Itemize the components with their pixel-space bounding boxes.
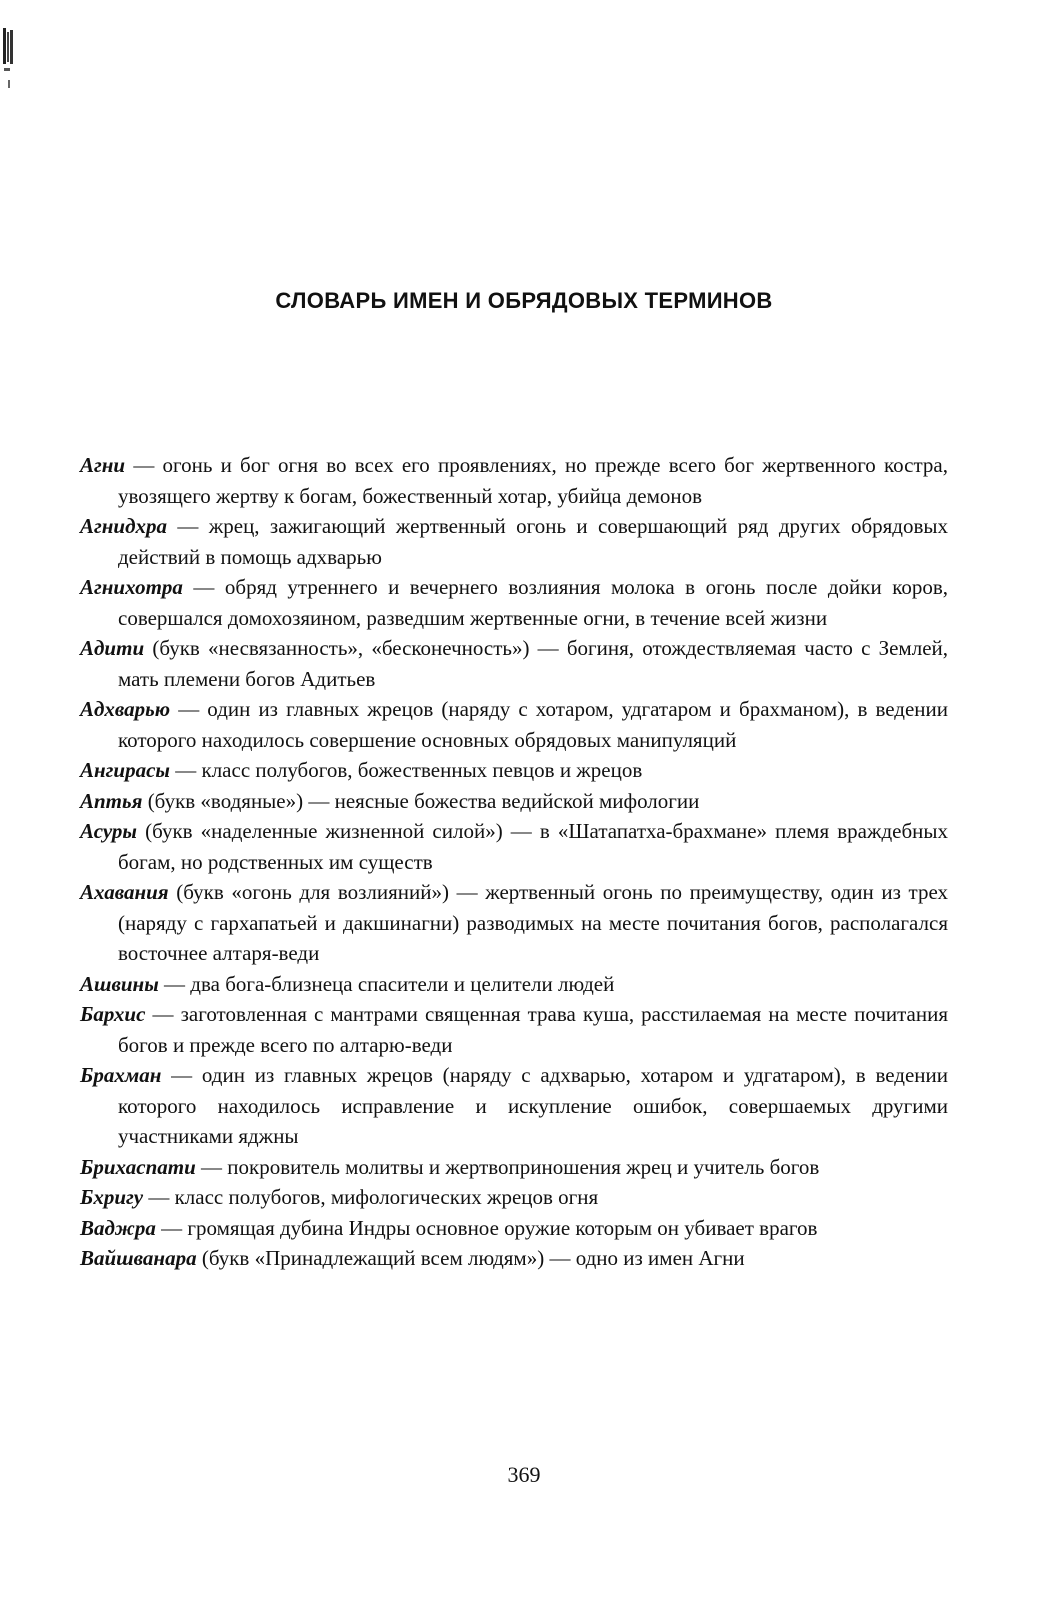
entry-definition: — жрец, зажигающий жертвенный огонь и совершающий ряд других обрядовых действий в помощь адхварью	[118, 514, 948, 569]
dictionary-entries	[80, 450, 948, 1274]
entry-term: Ашвины	[80, 971, 159, 996]
entry-term: Бхригу	[80, 1185, 144, 1209]
dictionary-heading: СЛОВАРЬ ИМЕН И ОБРЯДОВЫХ ТЕРМИНОВ	[275, 288, 773, 313]
entry-definition: (букв «несвязанность», «бесконечность») — богиня, отождествляемая часто с Землей, мать племени богов Адитьев	[118, 636, 949, 691]
dictionary-entry	[80, 1243, 948, 1274]
dictionary-entry	[80, 694, 948, 755]
dictionary-entry	[80, 572, 948, 633]
entry-term: Ахавания	[80, 880, 169, 904]
entry-term: Брихаспати	[80, 1154, 196, 1179]
dictionary-entry	[80, 999, 948, 1060]
entry-definition: — класс полубогов, мифологических жрецов огня	[148, 1185, 599, 1209]
dictionary-entry	[80, 450, 948, 511]
dictionary-entry	[80, 511, 948, 572]
entry-definition: (букв «Принадлежащий всем людям») — одно из имен Агни	[201, 1246, 745, 1270]
entry-term: Бархис	[80, 1002, 146, 1026]
dictionary-entry	[80, 786, 948, 817]
entry-term: Ваджра	[80, 1215, 156, 1240]
entry-term: Агнидхра	[80, 514, 168, 538]
dictionary-entry	[80, 969, 948, 1000]
entry-term: Ангирасы	[80, 758, 170, 782]
scan-artifact-mark	[2, 28, 16, 92]
entry-definition: — заготовленная с мантрами священная трава куша, расстилаемая на месте почитания богов и прежде всего по алтарю-веди	[118, 1002, 949, 1057]
dictionary-entry	[80, 755, 948, 786]
entry-definition: — два бога-близнеца спасители и целители людей	[164, 971, 615, 996]
entry-definition: — один из главных жрецов (наряду с адхварью, хотаром и удгатаром), в ведении которого находилось исправление и искупление ошибок, совершаемых другими участниками яджны	[118, 1063, 948, 1148]
dictionary-entry	[80, 877, 948, 969]
entry-definition: (букв «наделенные жизненной силой») — в «Шатапатха-брахмане» племя враждебных богам, но родственных им существ	[118, 819, 948, 874]
entry-definition: — огонь и бог огня во всех его проявлениях, но прежде всего бог жертвенного костра, увозящего жертву к богам, божественный хотар, убийца демонов	[118, 453, 948, 508]
entry-term: Вайшванара	[80, 1246, 197, 1270]
entry-term: Брахман	[80, 1063, 162, 1087]
entry-definition: — громящая дубина Индры основное оружие которым он убивает врагов	[161, 1215, 818, 1240]
entry-term: Асуры	[80, 819, 137, 843]
entry-definition: — обряд утреннего и вечернего возлияния молока в огонь после дойки коров, совершался домохозяином, разведшим жертвенные огни, в течение всей жизни	[118, 575, 948, 630]
entry-definition: — покровитель молитвы и жертвоприношения жрец и учитель богов	[201, 1154, 820, 1179]
dictionary-entry	[80, 1060, 948, 1152]
entry-definition: (букв «огонь для возлияний») — жертвенный огонь по преимуществу, один из трех (наряду с гархапатьей и дакшинагни) разводимых на месте почитания богов, располагался восточнее алтаря-веди	[118, 880, 948, 965]
entry-definition: (букв «водяные») — неясные божества ведийской мифологии	[147, 788, 700, 813]
entry-term: Адити	[80, 636, 145, 660]
entry-term: Агнихотра	[80, 575, 183, 599]
page-number: 369	[507, 1462, 541, 1487]
entry-definition: — один из главных жрецов (наряду с хотаром, удгатаром и брахманом), в ведении которого находилось совершение основных обрядовых манипуляций	[118, 697, 949, 752]
entry-term: Адхварью	[80, 697, 171, 721]
dictionary-entry	[80, 1182, 948, 1213]
entry-term: Агни	[80, 453, 126, 477]
dictionary-entry	[80, 816, 948, 877]
entry-term: Аптья	[80, 788, 143, 813]
dictionary-entry	[80, 633, 948, 694]
entry-definition: — класс полубогов, божественных певцов и жрецов	[175, 758, 643, 782]
dictionary-entry	[80, 1152, 948, 1183]
dictionary-entry	[80, 1213, 948, 1244]
